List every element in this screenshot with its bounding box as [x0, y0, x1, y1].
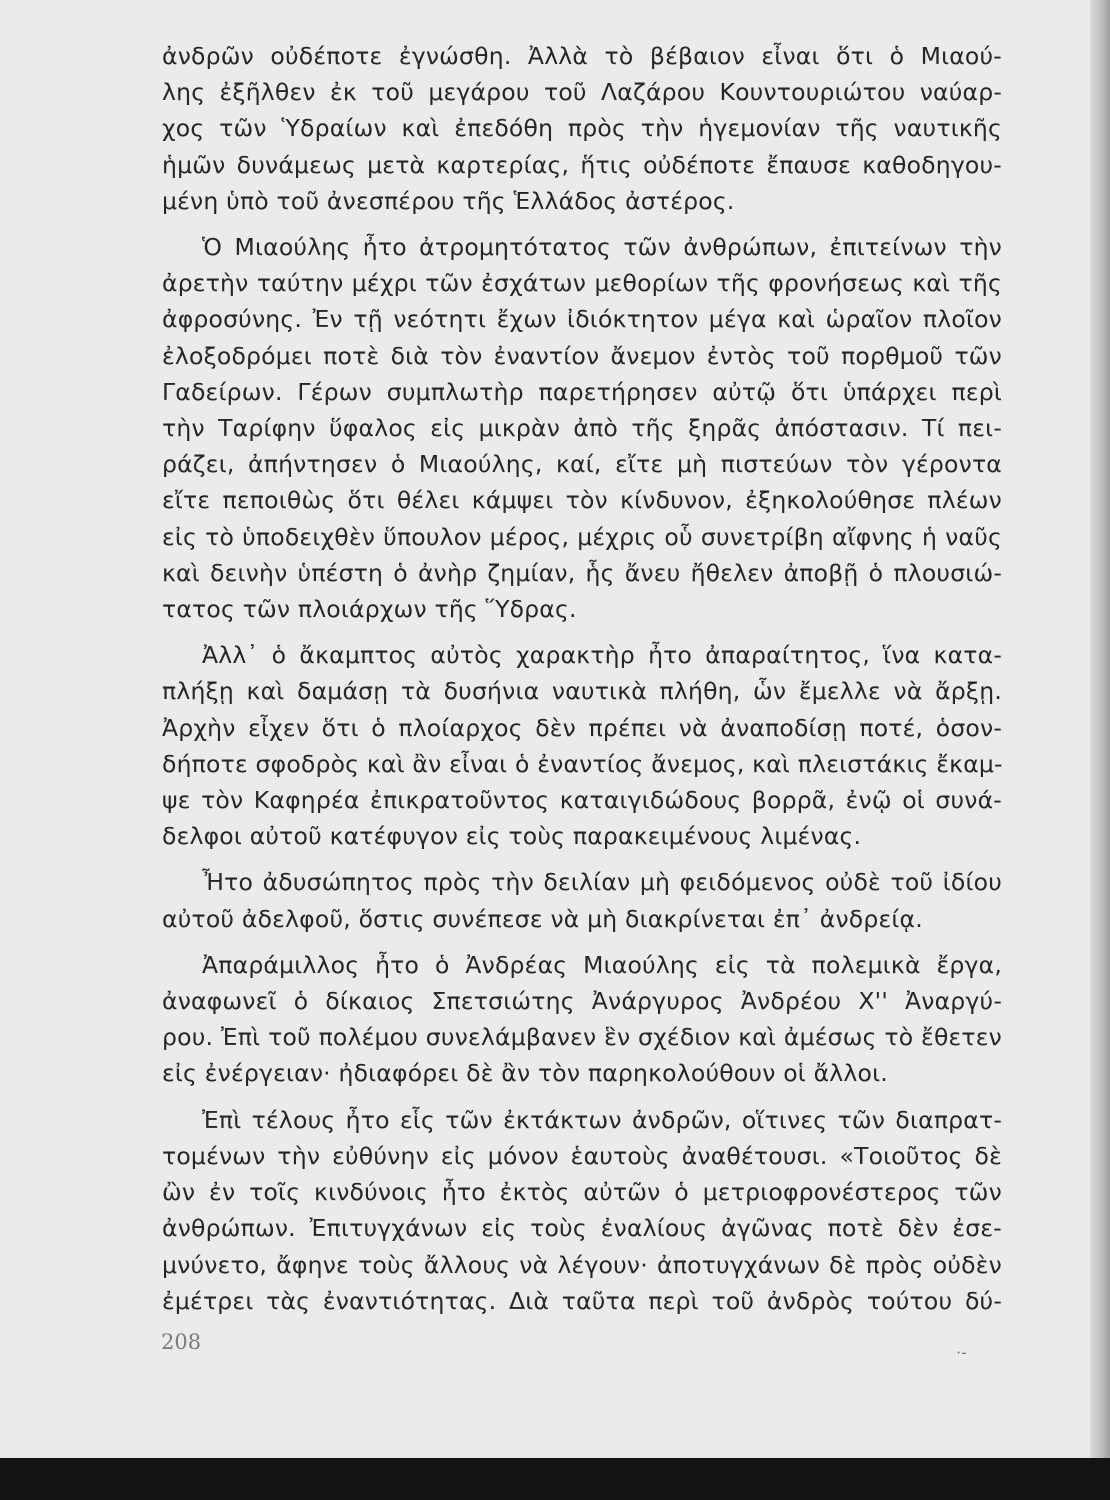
text-line: Ὁ Μιαούλης ἦτο ἀτρομητότατος τῶν ἀνθρώπων, ἐπιτείνων τὴν [202, 233, 1002, 262]
text-line: τατος τῶν πλοιάρχων τῆς Ὕδρας. [162, 595, 577, 624]
page-edge-shadow [1090, 0, 1110, 1458]
text-line: ἀνθρώπων. Ἐπιτυγχάνων εἰς τοὺς ἐναλίους ἀγῶνας ποτὲ δὲν ἐσε- [162, 1214, 1002, 1243]
text-line: Ἦτο ἀδυσώπητος πρὸς τὴν δειλίαν μὴ φειδόμενος οὐδὲ τοῦ ἰδίου [202, 868, 1002, 897]
text-line: δελφοι αὐτοῦ κατέφυγον εἰς τοὺς παρακειμένους λιμένας. [162, 822, 862, 851]
text-line: Ἐπὶ τέλους ἦτο εἷς τῶν ἐκτάκτων ἀνδρῶν, οἵτινες τῶν διαπρατ- [202, 1105, 1002, 1134]
text-line: εἰς τὸ ὑποδειχθὲν ὕπουλον μέρος, μέχρις οὗ συνετρίβη αἴφνης ἡ ναῦς [162, 522, 1002, 551]
text-line: ἀναφωνεῖ ὁ δίκαιος Σπετσιώτης Ἀνάργυρος Ἀνδρέου Χ'' Ἀναργύ- [162, 987, 1002, 1016]
text-line: μνύνετο, ἄφηνε τοὺς ἄλλους νὰ λέγουν· ἀποτυγχάνων δὲ πρὸς οὐδὲν [162, 1250, 1002, 1279]
paragraph-1 [162, 38, 1002, 219]
paragraph-4 [162, 864, 1002, 936]
paragraph-2 [162, 229, 1002, 627]
text-line: ἐλοξοδρόμει ποτὲ διὰ τὸν ἐναντίον ἄνεμον ἐντὸς τοῦ πορθμοῦ τῶν [162, 341, 1002, 370]
text-line: Γαδείρων. Γέρων συμπλωτὴρ παρετήρησεν αὐτῷ ὅτι ὑπάρχει περὶ [162, 377, 1002, 406]
text-line: ἀνδρῶν οὐδέποτε ἐγνώσθη. Ἀλλὰ τὸ βέβαιον εἶναι ὅτι ὁ Μιαού- [162, 42, 1002, 70]
text-line: ψε τὸν Καφηρέα ἐπικρατοῦντος καταιγιδώδους βορρᾶ, ἐνῷ οἱ συνά- [162, 786, 1002, 815]
text-line: τὴν Ταρίφην ὕφαλος εἰς μικρὰν ἀπὸ τῆς ξηρᾶς ἀπόστασιν. Τί πει- [162, 414, 1002, 443]
text-line: Ἀρχὴν εἶχεν ὅτι ὁ πλοίαρχος δὲν πρέπει νὰ ἀναποδίσῃ ποτέ, ὁσον- [162, 713, 1002, 742]
text-line: καὶ δεινὴν ὑπέστη ὁ ἀνὴρ ζημίαν, ἧς ἄνευ ἤθελεν ἀποβῇ ὁ πλουσιώ- [162, 558, 1002, 587]
text-line: Ἀλλ᾽ ὁ ἄκαμπτος αὐτὸς χαρακτὴρ ἦτο ἀπαραίτητος, ἵνα κατα- [202, 641, 1002, 670]
text-line: ἡμῶν δυνάμεως μετὰ καρτερίας, ἥτις οὐδέποτε ἔπαυσε καθοδηγου- [162, 150, 1002, 179]
text-line: εἰς ἐνέργειαν· ἠδιαφόρει δὲ ἂν τὸν παρηκολούθουν οἱ ἄλλοι. [162, 1059, 888, 1088]
text-line: λης ἐξῆλθεν ἐκ τοῦ μεγάρου τοῦ Λαζάρου Κουντουριώτου ναύαρ- [162, 78, 1002, 107]
text-line: αὐτοῦ ἀδελφοῦ, ὅστις συνέπεσε νὰ μὴ διακρίνεται ἐπ᾽ ἀνδρείᾳ. [162, 904, 923, 933]
text-line: πλήξῃ καὶ δαμάσῃ τὰ δυσήνια ναυτικὰ πλήθη, ὧν ἔμελλε νὰ ἄρξῃ. [162, 677, 1002, 706]
text-line: ράζει, ἀπήντησεν ὁ Μιαούλης, καί, εἴτε μὴ πιστεύων τὸν γέροντα [162, 450, 1002, 479]
text-line: ἐμέτρει τὰς ἐναντιότητας. Διὰ ταῦτα περὶ τοῦ ἀνδρὸς τούτου δύ- [162, 1286, 1002, 1315]
page-number: 208 [161, 1330, 202, 1354]
text-line: μένη ὑπὸ τοῦ ἀνεσπέρου τῆς Ἑλλάδος ἀστέρος. [162, 186, 735, 215]
text-line: χος τῶν Ὑδραίων καὶ ἐπεδόθη πρὸς τὴν ἡγεμονίαν τῆς ναυτικῆς [162, 114, 1002, 143]
text-line: Ἀπαράμιλλος ἦτο ὁ Ἀνδρέας Μιαούλης εἰς τὰ πολεμικὰ ἔργα, [202, 950, 1002, 979]
paragraph-3 [162, 637, 1002, 854]
ink-speck: ·- [956, 1343, 967, 1362]
text-line: τομένων τὴν εὐθύνην εἰς μόνον ἑαυτοὺς ἀναθέτουσι. «Τοιοῦτος δὲ [162, 1141, 1002, 1170]
text-line: ἀρετὴν ταύτην μέχρι τῶν ἐσχάτων μεθορίων τῆς φρονήσεως καὶ τῆς [162, 269, 1002, 298]
paragraph-5 [162, 947, 1002, 1092]
paragraph-6 [162, 1102, 1002, 1319]
text-line: εἴτε πεποιθὼς ὅτι θέλει κάμψει τὸν κίνδυνον, ἐξηκολούθησε πλέων [162, 486, 1002, 515]
text-line: ὢν ἐν τοῖς κινδύνοις ἦτο ἐκτὸς αὐτῶν ὁ μετριοφρονέστερος τῶν [162, 1178, 1002, 1207]
scan-border [0, 1458, 1110, 1500]
body-text [162, 38, 1002, 1319]
text-line: δήποτε σφοδρὸς καὶ ἂν εἶναι ὁ ἐναντίος ἄνεμος, καὶ πλειστάκις ἔκαμ- [162, 749, 1003, 778]
text-line: ρου. Ἐπὶ τοῦ πολέμου συνελάμβανεν ἓν σχέδιον καὶ ἀμέσως τὸ ἔθετεν [162, 1023, 1002, 1052]
text-line: ἀφροσύνης. Ἐν τῇ νεότητι ἔχων ἰδιόκτητον μέγα καὶ ὡραῖον πλοῖον [162, 305, 1002, 334]
